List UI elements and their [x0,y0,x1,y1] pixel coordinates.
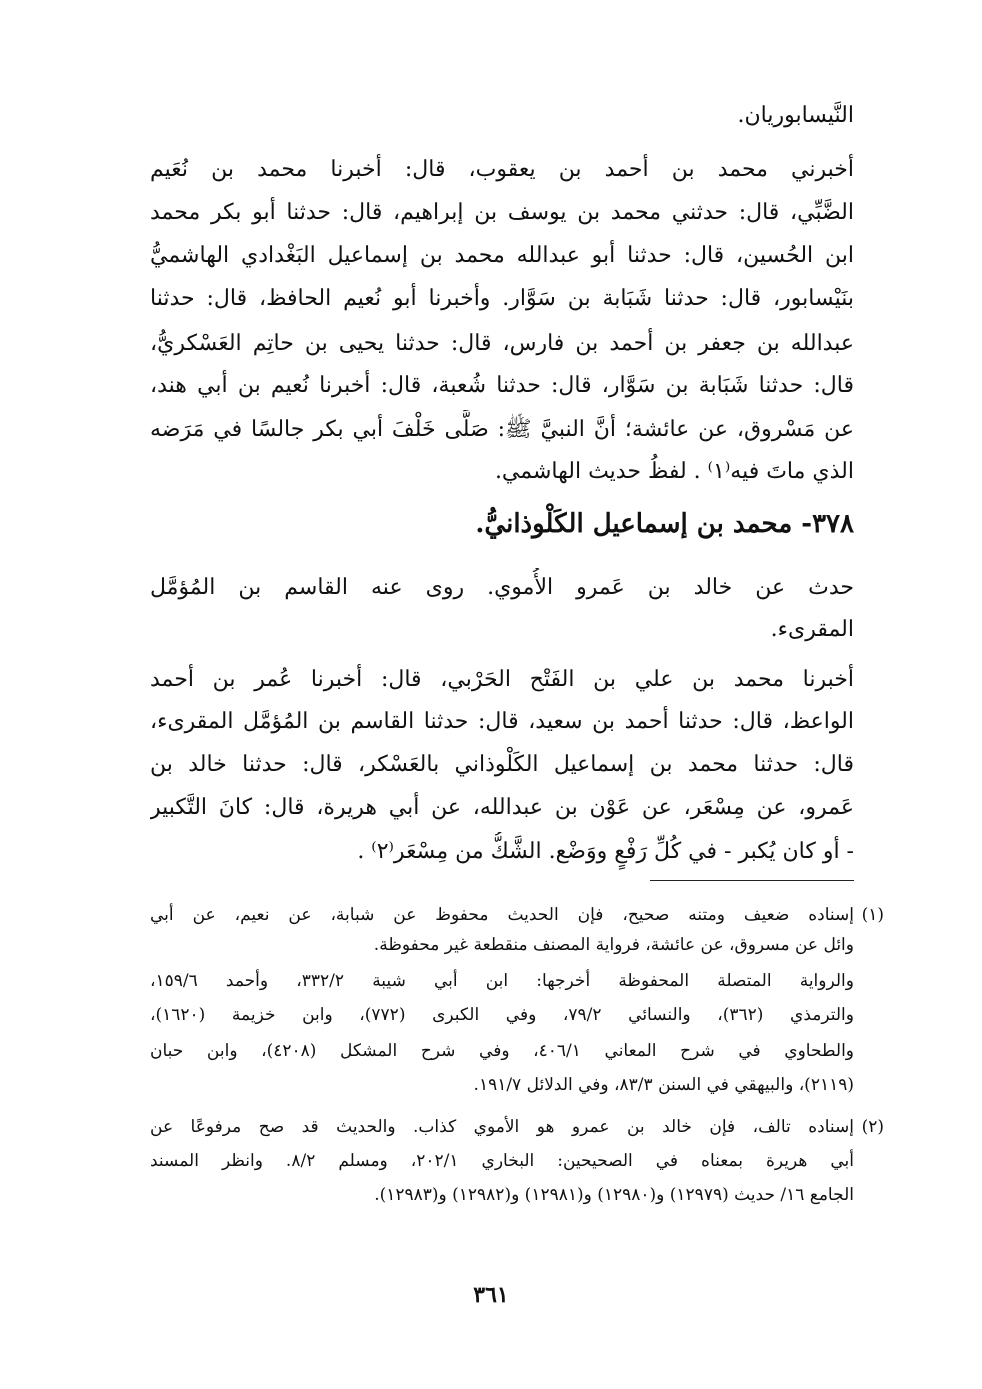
footnote-line: (٢١١٩)، والبيهقي في السنن ٨٣/٣، وفي الدلائل ١٩١/٧. [473,1075,854,1095]
footnote-line: أبي هريرة بمعناه في الصحيحين: البخاري ٢٠٢/١، ومسلم ٨/٢. وانظر المسند [150,1151,854,1171]
text-line: أخبرني محمد بن أحمد بن يعقوب، قال: أخبرنا محمد بن نُعَيم [150,157,854,182]
text-line: بنَيْسابور، قال: حدثنا شَبَابة بن سَوَّار. وأخبرنا أبو نُعيم الحافظ، قال: حدثنا [150,286,854,311]
text-line: - أو كان يُكبر - في كُلِّ رَفْعٍ ووَضْع. الشَّكُّ من مِسْعَر⁽٢⁾ . [357,839,854,864]
section-heading: ٣٧٨- محمد بن إسماعيل الكَلْوذانيُّ. [475,509,854,539]
text-line: عَمرو، عن مِسْعَر، عن عَوْن بن عبدالله، عن أبي هريرة، قال: كانَ التَّكبير [150,795,854,820]
text-line: الضَّبِّي، قال: حدثني محمد بن يوسف بن إبراهيم، قال: حدثنا أبو بكر محمد [150,200,854,225]
footnote-line: الجامع ١٦/ حديث (١٢٩٧٩) و(١٢٩٨٠) و(١٢٩٨١) و(١٢٩٨٢) و(١٢٩٨٣). [374,1185,854,1205]
text-line: حدث عن خالد بن عَمرو الأُموي. روى عنه القاسم بن المُؤمَّل [150,575,854,600]
footnote-number: (١) [861,905,884,925]
text-line: عبدالله بن جعفر بن أحمد بن فارس، قال: حدثنا يحيى بن حاتِم العَسْكريُّ، [150,331,854,356]
footnote-line: والرواية المتصلة المحفوظة أخرجها: ابن أبي شيبة ٣٣٢/٢، وأحمد ١٥٩/٦، [150,971,854,991]
footnote-separator [650,880,854,881]
footnote-line: والترمذي (٣٦٢)، والنسائي ٧٩/٢، وفي الكبرى (٧٧٢)، وابن خزيمة (١٦٢٠)، [150,1005,854,1025]
text-line: قال: حدثنا شَبَابة بن سَوَّار، قال: حدثنا شُعبة، قال: أخبرنا نُعيم بن أبي هند، [150,373,854,398]
text-line: أخبرنا محمد بن علي بن الفَتْح الحَرْبي، قال: أخبرنا عُمر بن أحمد [150,667,854,692]
text-line: الواعظ، قال: حدثنا أحمد بن سعيد، قال: حدثنا القاسم بن المُؤمَّل المقرىء، [150,709,854,734]
text-line: ابن الحُسين، قال: حدثنا أبو عبدالله محمد بن إسماعيل البَغْدادي الهاشميُّ [150,243,854,268]
text-line: النَّيسابوريان. [737,103,854,128]
text-line: عن مَسْروق، عن عائشة؛ أنَّ النبيَّ ﷺ: صَلَّى خَلْفَ أبي بكر جالسًا في مَرَضه [150,417,854,442]
footnote-line: إسناده تالف، فإن خالد بن عمرو هو الأموي كذاب. والحديث قد صح مرفوعًا عن [150,1117,854,1137]
text-line: المقرىء. [770,617,854,642]
footnote-line: إسناده ضعيف ومتنه صحيح، فإن الحديث محفوظ عن شبابة، عن نعيم، عن أبي [150,905,854,925]
footnote-line: والطحاوي في شرح المعاني ٤٠٦/١، وفي شرح المشكل (٤٢٠٨)، وابن حبان [150,1041,854,1061]
footnote-line: وائل عن مسروق، عن عائشة، فرواية المصنف منقطعة غير محفوظة. [373,935,854,955]
text-line: قال: حدثنا محمد بن إسماعيل الكَلْوذاني بالعَسْكر، قال: حدثنا خالد بن [150,752,854,777]
text-line: الذي ماتَ فيه⁽١⁾ . لفظُ حديث الهاشمي. [494,459,854,484]
footnote-number: (٢) [861,1117,884,1137]
page-number: ٣٦١ [473,1282,509,1308]
